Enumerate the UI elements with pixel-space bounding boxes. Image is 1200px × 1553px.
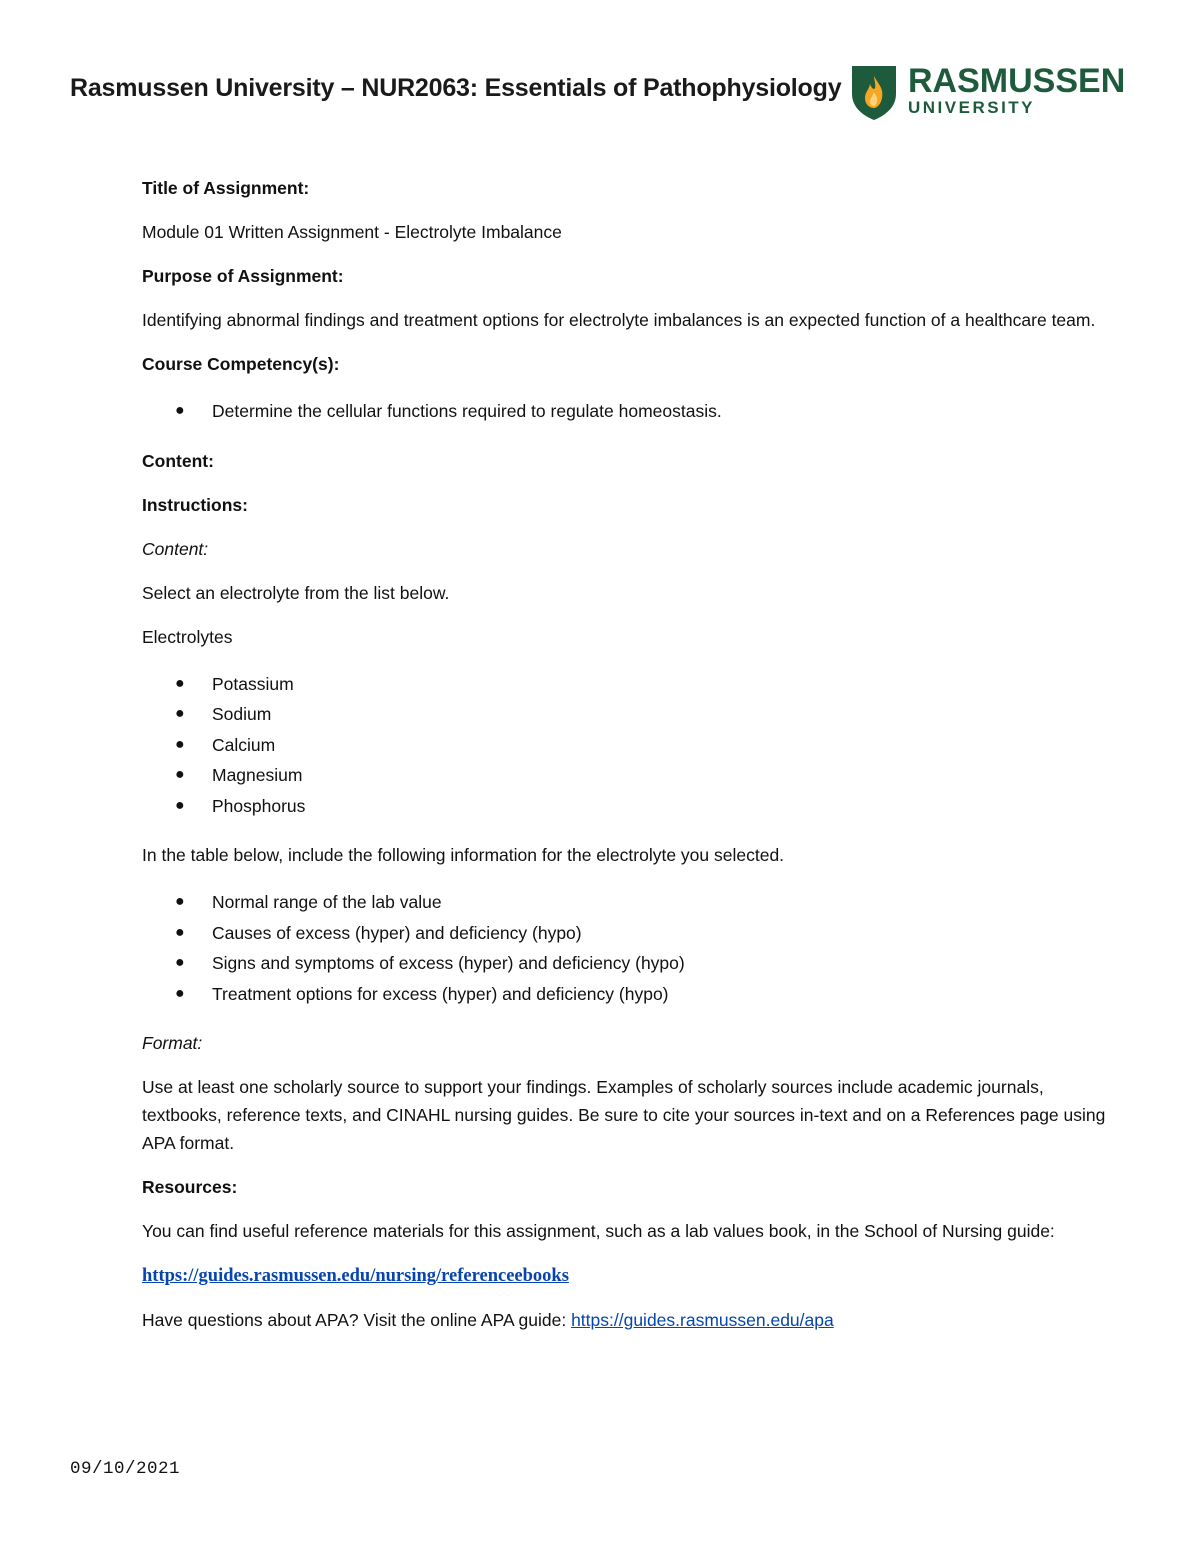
- logo-subtitle: UNIVERSITY: [908, 98, 1036, 117]
- instructions-label: Instructions:: [142, 494, 248, 515]
- format-subheading: Format:: [142, 1033, 203, 1053]
- bullet-icon: ●: [175, 674, 185, 692]
- competency-list: [142, 396, 1117, 427]
- electrolyte-list: [142, 669, 1117, 822]
- title-value: Module 01 Written Assignment - Electrolyte Imbalance: [142, 222, 562, 242]
- reference-ebooks-link[interactable]: https://guides.rasmussen.edu/nursing/referenceebooks: [142, 1266, 569, 1286]
- list-item: ● Magnesium: [142, 760, 1117, 791]
- list-item: ● Sodium: [142, 699, 1117, 730]
- table-requirements-list: [142, 887, 1117, 1009]
- list-item: ● Signs and symptoms of excess (hyper) and deficiency (hypo): [142, 948, 1117, 979]
- list-item: ● Phosphorus: [142, 791, 1117, 822]
- assignment-content: [142, 174, 1117, 1350]
- bullet-icon: ●: [175, 766, 185, 783]
- list-item: ● Calcium: [142, 730, 1117, 761]
- resources-label: Resources:: [142, 1177, 238, 1197]
- apa-text: Have questions about APA? Visit the online APA guide:: [142, 1310, 572, 1330]
- bullet-icon: ●: [175, 893, 185, 910]
- list-item: ● Treatment options for excess (hyper) and deficiency (hypo): [142, 979, 1117, 1010]
- purpose-label: Purpose of Assignment:: [142, 266, 344, 286]
- apa-guide-link[interactable]: https://guides.rasmussen.edu/apa: [571, 1310, 834, 1330]
- competency-label: Course Competency(s):: [142, 354, 340, 374]
- footer-date: 09/10/2021: [70, 1459, 181, 1479]
- bullet-icon: ●: [175, 984, 185, 1002]
- resources-link-line: [142, 1261, 1117, 1290]
- bullet-icon: ●: [175, 923, 185, 941]
- list-item: ● Potassium: [142, 669, 1117, 700]
- bullet-icon: ●: [175, 796, 185, 814]
- flame-shield-icon: [848, 62, 900, 122]
- electrolytes-heading: Electrolytes: [142, 626, 233, 647]
- list-item: ● Determine the cellular functions required to regulate homeostasis.: [142, 396, 1117, 427]
- content-subheading: Content:: [142, 538, 209, 559]
- bullet-icon: ●: [175, 954, 185, 971]
- select-instruction: Select an electrolyte from the list below.: [142, 582, 450, 603]
- purpose-value: Identifying abnormal findings and treatment options for electrolyte imbalances is an expected function of a healthcare team.: [142, 310, 1096, 330]
- list-item: ● Causes of excess (hyper) and deficiency (hypo): [142, 918, 1117, 949]
- content-label: Content:: [142, 450, 214, 471]
- table-instruction: In the table below, include the following information for the electrolyte you selected.: [142, 845, 785, 865]
- format-text: Use at least one scholarly source to support your findings. Examples of scholarly sources include academic journals, textbooks, reference texts, and CINAHL nursing guides. Be sure to cite your sources in-text and on a References page using APA format.: [142, 1077, 1106, 1153]
- title-label: Title of Assignment:: [142, 178, 310, 198]
- resources-text: You can find useful reference materials for this assignment, such as a lab values book, in the School of Nursing guide:: [142, 1221, 1055, 1241]
- document-header-title: Rasmussen University – NUR2063: Essentials of Pathophysiology: [70, 74, 842, 102]
- bullet-icon: ●: [175, 402, 185, 419]
- rasmussen-logo: [848, 62, 1126, 122]
- apa-line: [142, 1306, 1117, 1334]
- logo-wordmark: RASMUSSEN: [908, 62, 1126, 100]
- bullet-icon: ●: [175, 735, 185, 753]
- list-item: ● Normal range of the lab value: [142, 887, 1117, 918]
- bullet-icon: ●: [175, 705, 185, 722]
